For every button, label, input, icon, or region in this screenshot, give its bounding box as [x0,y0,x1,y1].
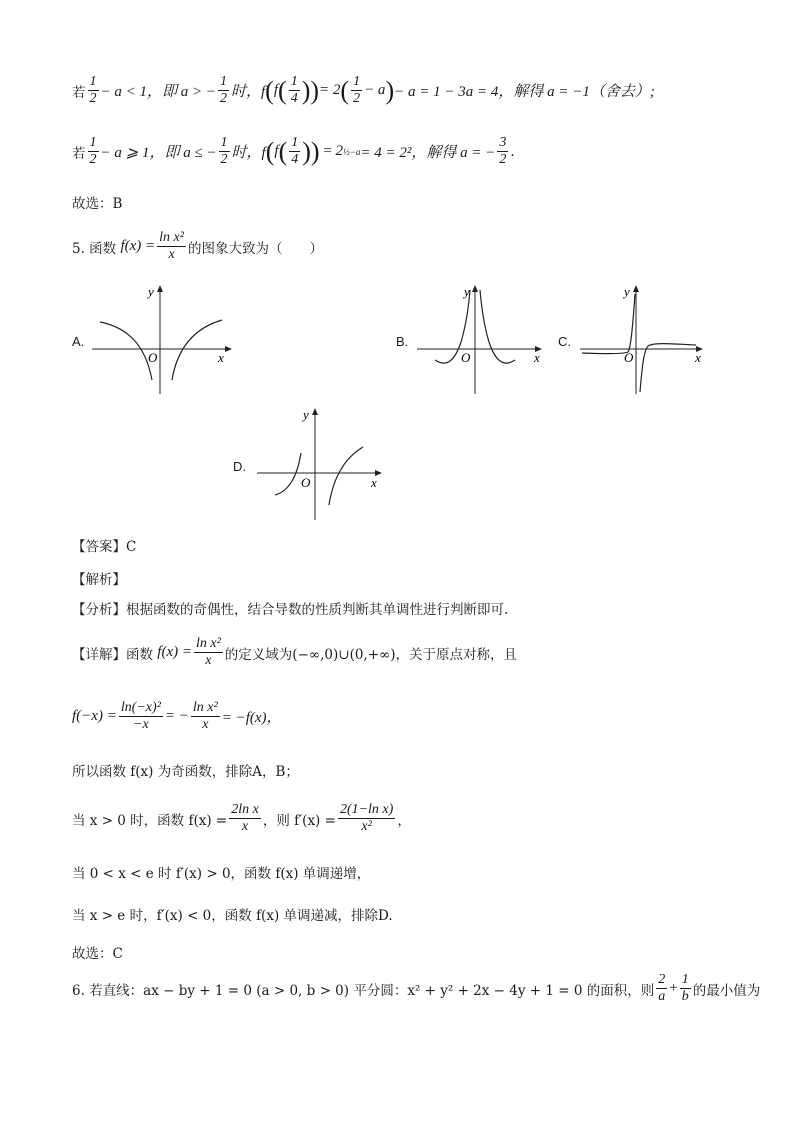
svg-text:y: y [303,407,309,422]
svg-text:x: x [218,350,224,365]
odd-equation: f(−x) = $\frac{\text{ln(−x)²}}{-x}$ = − $\frac{\text{ln x²}}{x}$ = −f(x)， [72,700,282,733]
question-5: 5. 函数 f(x) = $\frac{\text{ln x²}}{x}$ 的图象大致为（ ） [72,230,323,263]
fraction-1-b: $\frac{1}{b}$ [681,972,689,1005]
decreasing: 当 x > e 时，f′(x) < 0，函数 f(x) 单调递减，排除D. [72,908,393,924]
analysis: 【分析】根据函数的奇偶性，结合导数的性质判断其单调性进行判断即可. [72,602,509,618]
solution-line-2: 若 $\frac{1}{2}$ − a ⩾ 1，即 a ≤ − $\frac{1}{2}$ 时，f ( f ( $\frac{1}{4}$ )) = 2 ½−a = 4 = 2²，解得 a = − $\frac{3}{2}$ . [72,135,515,168]
svg-text:y: y [624,284,630,299]
fraction-quarter: $\frac{1}{4}$ [291,135,299,168]
math-text: − a < 1，即 a > − [100,84,216,101]
option-d-label: D. [233,459,246,474]
math-text: 时，f [231,84,266,101]
svg-text:x: x [371,475,377,490]
solution-line-1: 若 $\frac{1}{2}$ − a < 1，即 a > − $\frac{1}{2}$ 时，f ( f ( $\frac{1}{4}$ )) = 2 ( $\frac{1}{2}$ − a ) − a = 1 − 3a = 4，解得 a = −1（舍去）; [72,74,655,107]
option-a-label: A. [72,334,85,349]
fraction-three-half: $\frac{3}{2}$ [499,135,507,168]
svg-text:O: O [461,350,471,365]
fraction-quarter: $\frac{1}{4}$ [290,74,298,107]
math-text: − a ⩾ 1，即 a ≤ − [100,145,217,162]
answer: 【答案】C [72,539,137,555]
option-c-label: C. [558,334,571,349]
derivative: 当 x > 0 时，函数 f(x) = $\frac{\text{2ln x}}{x}$ ，则 f′(x) = $\frac{\text{2(1−ln x)}}{\text{x²}}$ ， [72,802,411,835]
fraction-half: $\frac{1}{2}$ [353,74,361,107]
choice-c: 故选：C [72,946,123,962]
text: 若 [72,145,86,162]
fraction-lnx2-x: $\frac{\text{ln x²}}{x}$ [159,230,184,263]
graph-a [90,282,240,396]
math-text: = 4 = 2²，解得 a = − [360,145,496,162]
fraction-2lnx-x: $\frac{\text{2ln x}}{x}$ [231,802,259,835]
fraction-half: $\frac{1}{2}$ [220,74,227,107]
choice-b: 故选：B [72,196,123,212]
text: 若 [72,84,86,101]
graph-d [255,405,390,523]
svg-text:y: y [464,284,470,299]
analysis-heading: 【解析】 [72,572,126,588]
svg-text:x: x [695,350,701,365]
fraction-half: $\frac{1}{2}$ [89,135,97,168]
fraction-lnx2-x: $\frac{\text{ln x²}}{x}$ [195,636,221,669]
fraction-lnnegx2: $\frac{\text{ln(−x)²}}{-x}$ [120,700,161,733]
power-exponent: ½−a [343,146,361,157]
math-text: 时，f [231,145,266,162]
fraction-lnx2-x: $\frac{\text{ln x²}}{x}$ [192,700,218,733]
odd-conclusion: 所以函数 f(x) 为奇函数，排除A，B； [72,764,299,780]
graph-b [415,282,550,396]
fraction-half: $\frac{1}{2}$ [220,135,228,168]
svg-text:O: O [624,350,634,365]
detail: 【详解】函数 f(x) = $\frac{\text{ln x²}}{x}$ 的定义域为(−∞,0)∪(0,+∞)，关于原点对称，且 [72,636,518,669]
svg-text:O: O [301,475,311,490]
svg-text:O: O [148,350,158,365]
math-text: − a = 1 − 3a = 4，解得 a = −1（舍去）; [394,84,655,101]
svg-text:x: x [534,350,540,365]
option-b-label: B. [396,334,409,349]
svg-text:y: y [148,284,154,299]
fraction-2-a: $\frac{2}{a}$ [658,972,666,1005]
graph-c [578,282,708,396]
fraction-half: $\frac{1}{2}$ [89,74,97,107]
question-6: 6. 若直线：ax − by + 1 = 0 (a > 0, b > 0) 平分圆：x² + y² + 2x − 4y + 1 = 0 的面积，则 $\frac{2}{a}$ + $\frac{1}{b}$ 的最小值为 [72,972,761,1005]
fraction-derivative: $\frac{\text{2(1−ln x)}}{\text{x²}}$ [339,802,394,835]
increasing: 当 0 < x < e 时 f′(x) > 0，函数 f(x) 单调递增， [72,866,371,882]
math-text: = 2 [319,82,341,99]
power-base: 2 [335,143,344,160]
